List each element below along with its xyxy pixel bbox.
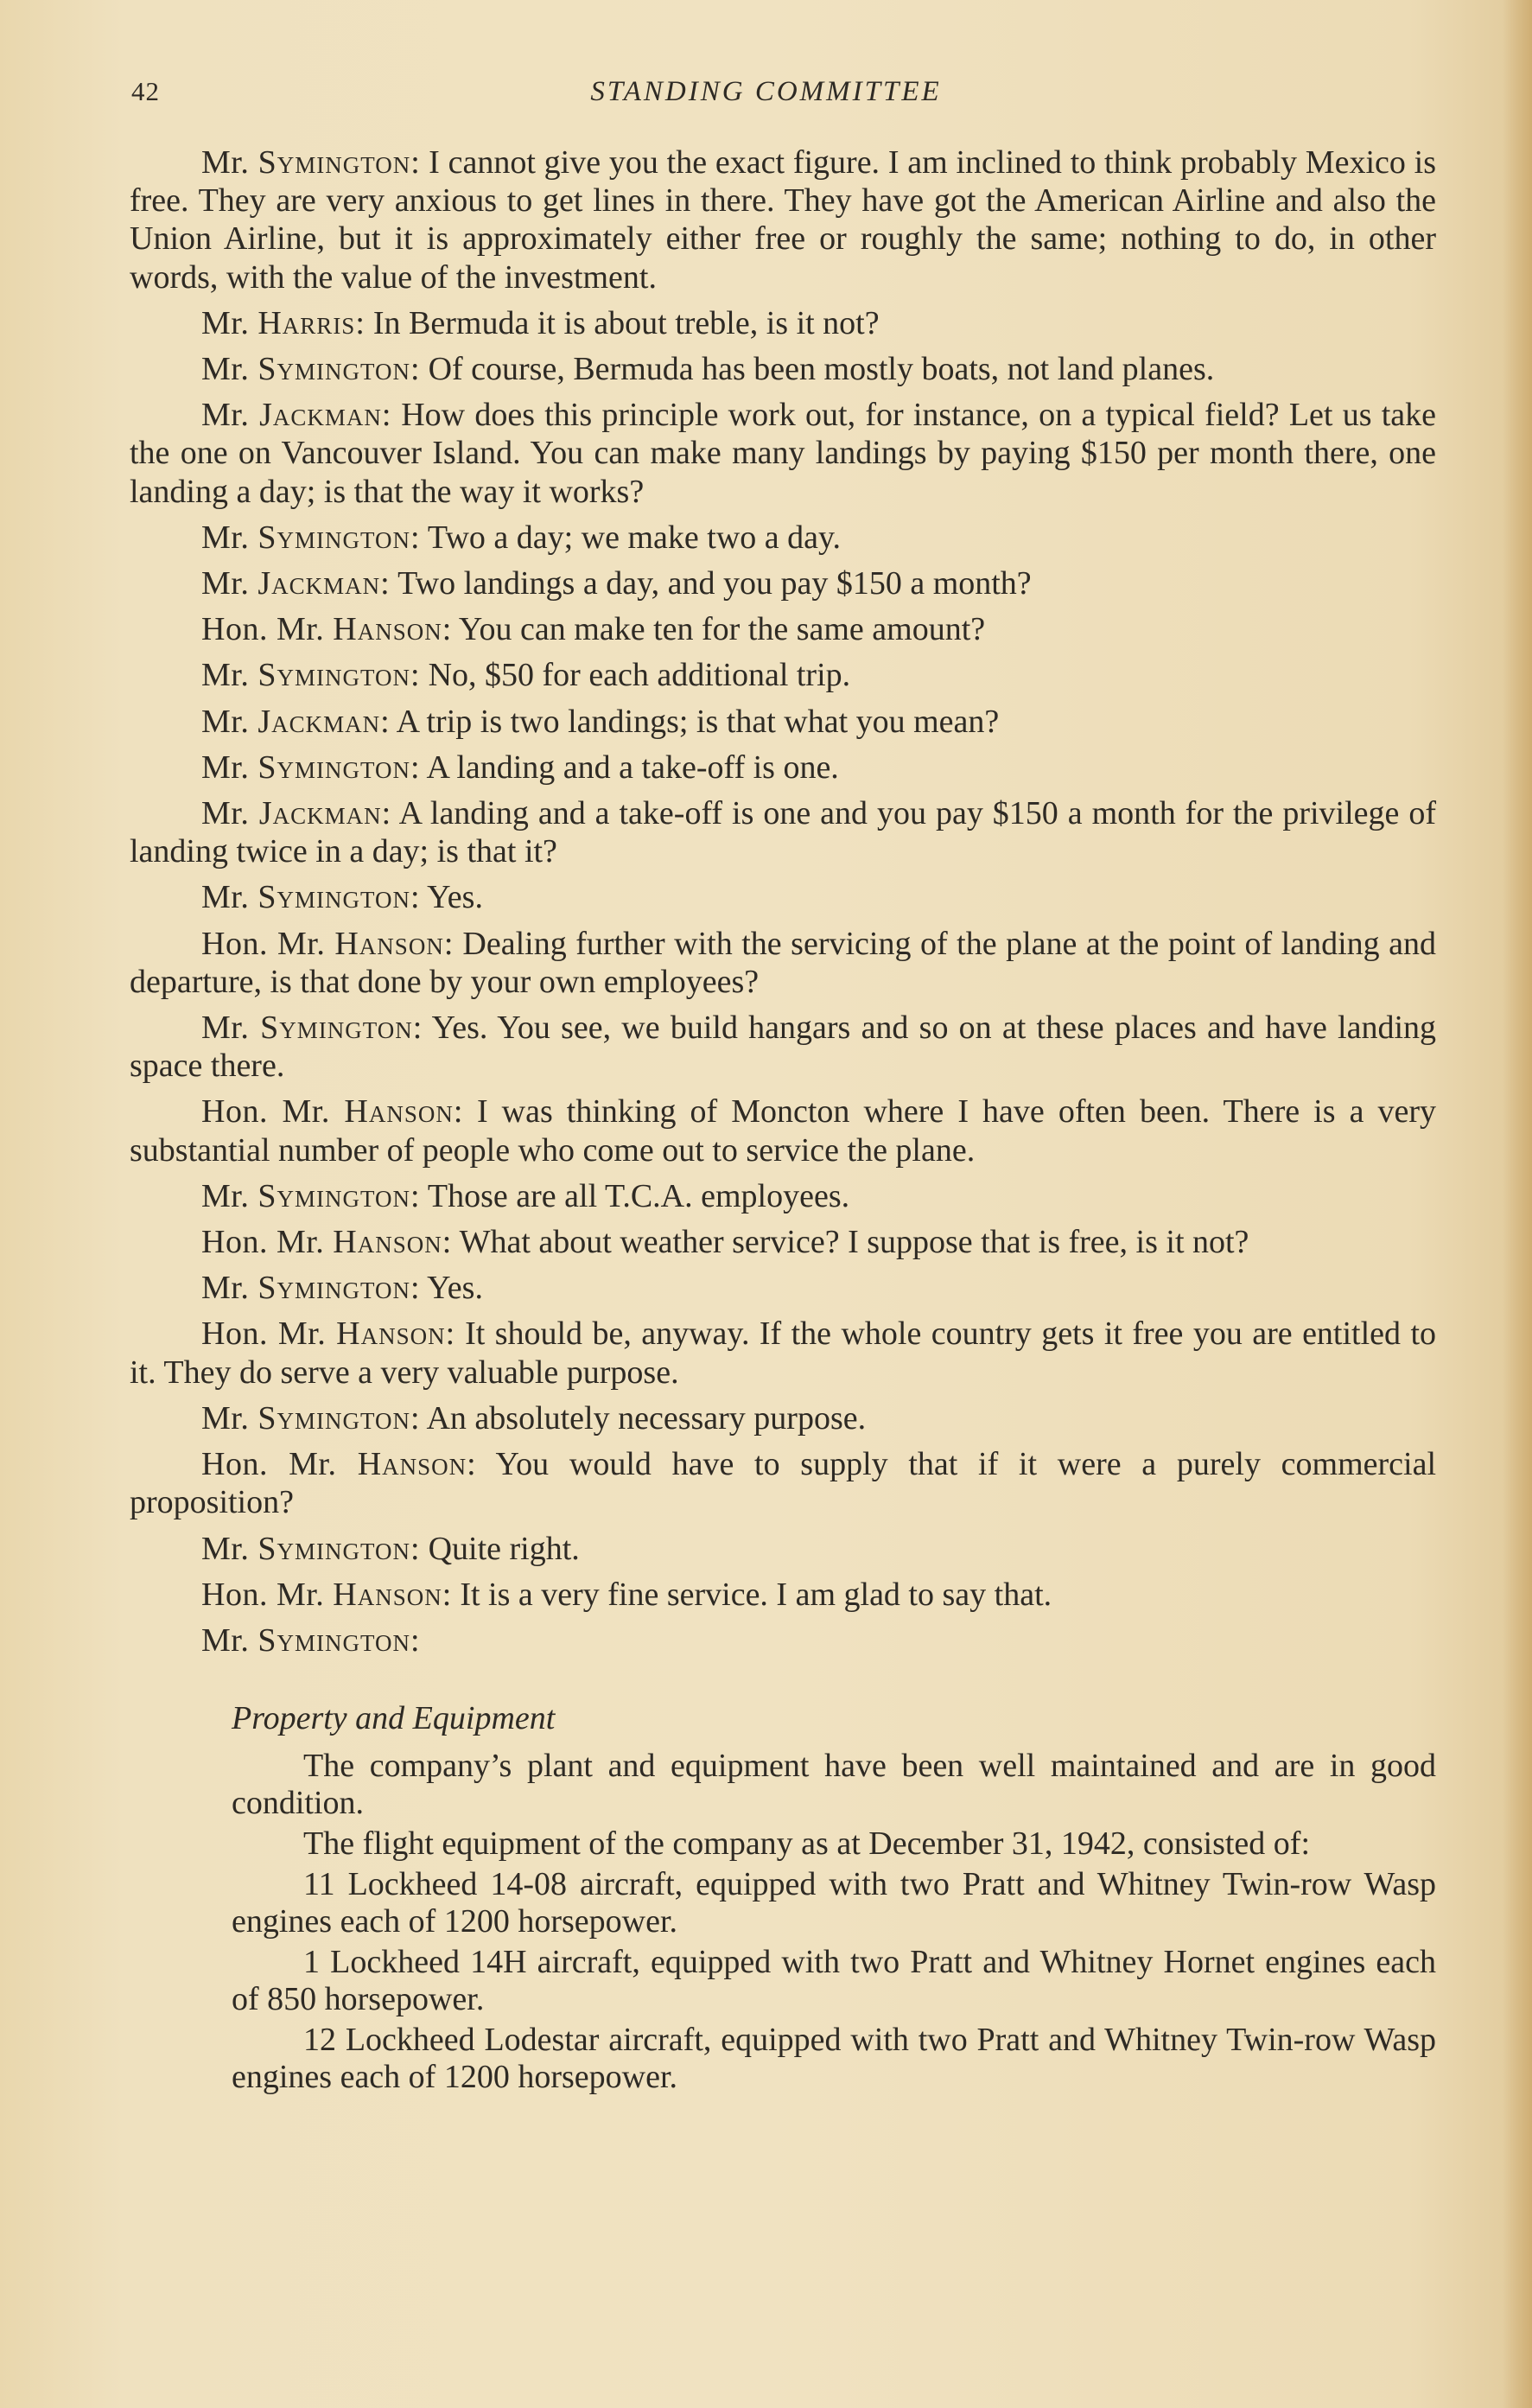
speech-text: How does this principle work out, for instance, on a typical field? Let us take the one on Vancouver Island. You can make many landings by paying $150 per month there, one landing a day; is that the way it works? [130,397,1437,510]
speech-text: Two landings a day, and you pay $150 a month? [397,565,1032,602]
dialogue-paragraph [130,1576,1436,1614]
speaker-name: Jackman [257,565,381,602]
dialogue-paragraph [130,1399,1436,1437]
speaker-label: Hon. Mr. Hanson: [201,1446,477,1483]
speaker-label: Hon. Mr. Hanson: [201,1315,455,1353]
speaker-name: Symington [257,657,410,694]
dialogue-paragraph [130,1621,1436,1659]
speaker-label: Mr. Symington: [201,351,421,388]
speaker-name: Hanson [333,1576,442,1613]
speaker-name: Symington [257,749,410,786]
speaker-honorific: Mr. [201,1177,250,1214]
speaker-label: Hon. Mr. Hanson: [201,611,452,648]
dialogue-paragraph [130,1009,1436,1085]
speaker-honorific: Hon. Mr. [201,1576,325,1613]
speaker-name: Symington [257,1530,410,1567]
speech-text: You can make ten for the same amount? [458,611,986,648]
dialogue-paragraph [130,564,1436,602]
speaker-label: Hon. Mr. Hanson: [201,1224,452,1261]
speaker-label: Mr. Symington: [201,1621,421,1659]
speaker-honorific: Hon. Mr. [201,1446,337,1483]
speaker-label: Mr. Symington: [201,1399,421,1437]
speaker-name: Harris [257,304,356,341]
speaker-name: Symington [257,1399,410,1437]
section-paragraph: 12 Lockheed Lodestar aircraft, equipped with two Pratt and Whitney Twin-row Wasp engines each of 1200 horsepower. [232,2022,1436,2096]
dialogue-transcript [130,143,1436,1659]
speaker-name: Jackman [259,397,382,434]
dialogue-paragraph [130,143,1436,296]
speech-text: Two a day; we make two a day. [427,519,842,556]
speaker-honorific: Mr. [201,565,250,602]
speaker-name: Symington [257,351,410,388]
speaker-label: Mr. Symington: [201,1010,423,1047]
dialogue-paragraph [130,794,1436,870]
speaker-name: Hanson [336,1315,446,1353]
dialogue-paragraph [130,1269,1436,1307]
dialogue-paragraph [130,519,1436,557]
speaker-label: Mr. Jackman: [201,565,391,602]
speaker-label: Mr. Symington: [201,1530,421,1567]
speaker-name: Symington [257,519,410,556]
speaker-name: Symington [257,1177,410,1214]
dialogue-paragraph [130,1445,1436,1521]
speaker-name: Hanson [333,611,442,648]
speech-text: A trip is two landings; is that what you mean? [396,703,1000,740]
speaker-name: Symington [257,879,410,916]
dialogue-paragraph [130,1093,1436,1169]
speaker-label: Mr. Jackman: [201,795,391,832]
speaker-honorific: Hon. Mr. [201,925,326,962]
speaker-label: Mr. Symington: [201,519,421,556]
speech-text: Yes. [427,879,483,916]
speech-text: It should be, anyway. If the whole country gets it free you are entitled to it. They do serve a very valuable purpose. [130,1315,1437,1391]
speaker-honorific: Mr. [201,795,250,832]
speaker-label: Mr. Symington: [201,879,421,916]
speaker-honorific: Hon. Mr. [201,1315,327,1353]
speaker-honorific: Hon. Mr. [201,611,325,648]
dialogue-paragraph [130,749,1436,787]
speaker-name: Hanson [357,1446,467,1483]
speech-text: In Bermuda it is about treble, is it not? [372,304,880,341]
speaker-label: Hon. Mr. Hanson: [201,1093,463,1131]
speaker-name: Symington [257,144,411,181]
speaker-label: Mr. Symington: [201,749,421,786]
speaker-name: Symington [257,1270,410,1307]
page-edge-shadow [1503,0,1532,2408]
speech-text: Dealing further with the servicing of the plane at the point of landing and departure, is that done by your own employees? [130,925,1437,1000]
page-number: 42 [131,76,160,106]
speech-text: I cannot give you the exact figure. I am inclined to think probably Mexico is free. They are very anxious to get lines in there. They have got the American Airline and also the Union Airline, but it is approximately either free or roughly the same; nothing to do, in other words, with the value of the investment. [130,144,1437,296]
speaker-name: Hanson [334,925,444,962]
speech-text: It is a very fine service. I am glad to say that. [460,1576,1052,1613]
section-paragraph: 1 Lockheed 14H aircraft, equipped with two Pratt and Whitney Hornet engines each of 850 horsepower. [232,1944,1436,2018]
speaker-honorific: Mr. [201,703,250,740]
dialogue-paragraph [130,1530,1436,1568]
speech-text: Of course, Bermuda has been mostly boats, not land planes. [428,351,1215,388]
running-title: STANDING COMMITTEE [590,76,942,107]
speech-text: No, $50 for each additional trip. [428,657,851,694]
speaker-name: Hanson [333,1224,442,1261]
speech-text: You would have to supply that if it were a purely commercial proposition? [130,1446,1436,1521]
speech-text: Quite right. [428,1530,580,1567]
speaker-label: Mr. Jackman: [201,397,391,434]
section-paragraphs [232,1748,1436,2096]
speaker-label: Mr. Symington: [201,657,421,694]
speaker-name: Jackman [258,795,382,832]
speaker-honorific: Mr. [201,1270,250,1307]
speech-text: A landing and a take-off is one and you pay $150 a month for the privilege of landing twice in a day; is that it? [130,795,1437,870]
speech-text: An absolutely necessary purpose. [426,1399,867,1437]
speaker-honorific: Mr. [201,657,250,694]
running-head [0,76,1532,119]
dialogue-paragraph [130,350,1436,388]
speaker-honorific: Mr. [201,351,250,388]
speaker-label: Mr. Jackman: [201,703,391,740]
speaker-label: Mr. Symington: [201,1270,421,1307]
speaker-honorific: Mr. [201,519,250,556]
speaker-label: Mr. Symington: [201,144,421,181]
speech-text: Yes. You see, we build hangars and so on at these places and have landing space there. [130,1010,1437,1085]
speaker-name: Symington [257,1621,410,1659]
speaker-label: Hon. Mr. Hanson: [201,925,454,962]
speech-text: What about weather service? I suppose that is free, is it not? [459,1224,1249,1261]
speaker-label: Mr. Symington: [201,1177,421,1214]
speaker-honorific: Mr. [201,1530,250,1567]
speaker-name: Symington [260,1010,413,1047]
page-body [130,143,1436,2099]
speaker-honorific: Mr. [201,1621,250,1659]
dialogue-paragraph [130,396,1436,511]
dialogue-paragraph [130,925,1436,1001]
speaker-name: Jackman [257,703,381,740]
dialogue-paragraph [130,1315,1436,1391]
speaker-honorific: Mr. [201,749,250,786]
speaker-honorific: Hon. Mr. [201,1093,330,1131]
speaker-name: Hanson [344,1093,454,1131]
dialogue-paragraph [130,1177,1436,1215]
speaker-honorific: Mr. [201,397,250,434]
dialogue-paragraph [130,1223,1436,1261]
speech-text: Yes. [427,1270,483,1307]
speech-text: Those are all T.C.A. employees. [427,1177,850,1214]
property-equipment-section [232,1699,1436,2096]
dialogue-paragraph [130,610,1436,648]
dialogue-paragraph [130,304,1436,342]
speaker-honorific: Hon. Mr. [201,1224,325,1261]
dialogue-paragraph [130,878,1436,916]
dialogue-paragraph [130,656,1436,694]
speaker-honorific: Mr. [201,304,250,341]
speech-text: A landing and a take-off is one. [426,749,839,786]
speaker-honorific: Mr. [201,1010,250,1047]
speaker-honorific: Mr. [201,1399,250,1437]
speaker-label: Hon. Mr. Hanson: [201,1576,452,1613]
speaker-honorific: Mr. [201,144,250,181]
speech-text: I was thinking of Moncton where I have often been. There is a very substantial number of people who come out to service the plane. [130,1093,1436,1169]
section-paragraph: The flight equipment of the company as at December 31, 1942, consisted of: [303,1825,1311,1863]
dialogue-paragraph [130,703,1436,741]
speaker-honorific: Mr. [201,879,250,916]
section-heading: Property and Equipment [232,1700,556,1737]
section-paragraph: The company’s plant and equipment have been well maintained and are in good condition. [232,1748,1436,1822]
section-paragraph: 11 Lockheed 14-08 aircraft, equipped with two Pratt and Whitney Twin-row Wasp engines each of 1200 horsepower. [232,1866,1436,1940]
speaker-label: Mr. Harris: [201,304,366,341]
